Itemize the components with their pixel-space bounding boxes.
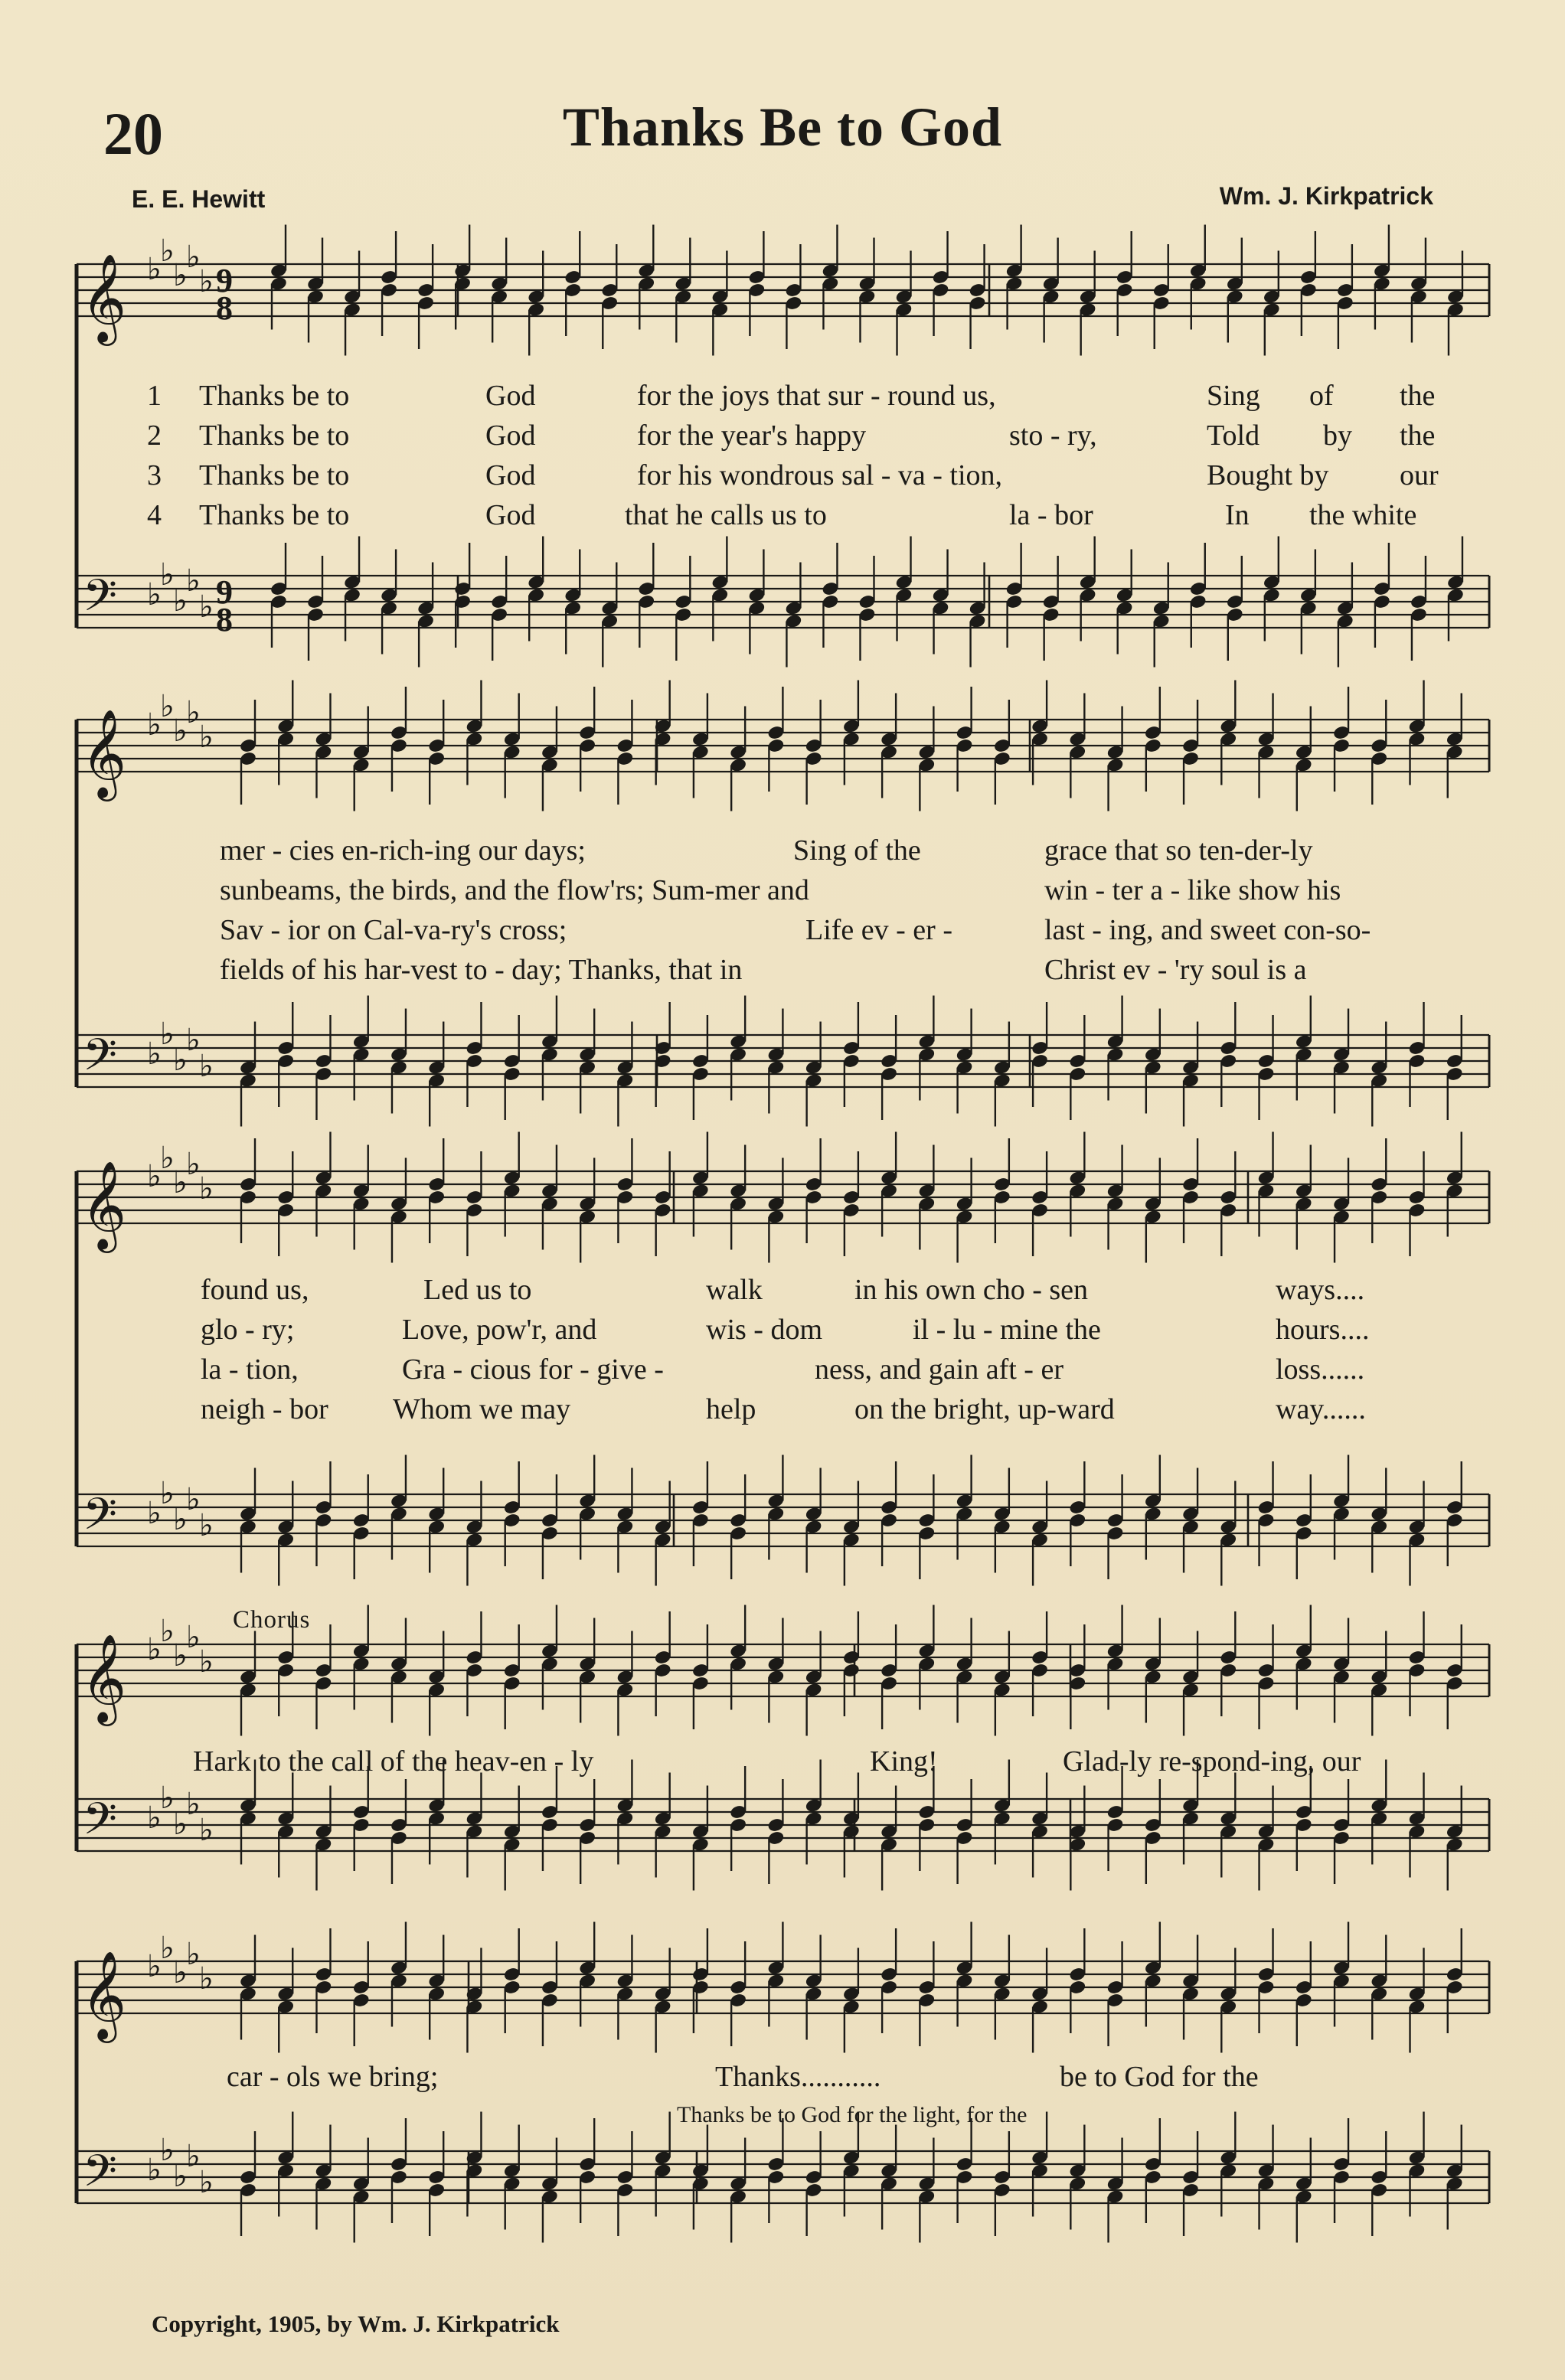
verse-number-3: 3 bbox=[147, 459, 162, 491]
lyric-s3-v4-b: Whom we may bbox=[393, 1393, 571, 1425]
lyric-s2-v1-a: mer - cies en-rich-ing our days; bbox=[220, 834, 586, 867]
verse-number-1: 1 bbox=[147, 380, 162, 412]
key-signature-flat: ♭ bbox=[147, 1949, 162, 1984]
lyric-s3-v1-d: in his own cho - sen bbox=[854, 1274, 1089, 1306]
key-signature-flat: ♭ bbox=[160, 1141, 175, 1176]
treble-clef: 𝄞 bbox=[81, 708, 127, 798]
key-signature-flat: ♭ bbox=[199, 1508, 214, 1543]
key-signature-flat: ♭ bbox=[147, 1801, 162, 1836]
lyric-chorus-bass: Thanks be to God for the light, for the bbox=[677, 2102, 1028, 2127]
lyric-s2-v3-b: Life ev - er - bbox=[805, 914, 952, 946]
key-signature-flat: ♭ bbox=[173, 1955, 188, 1990]
key-signature-flat: ♭ bbox=[160, 1476, 175, 1511]
treble-clef: 𝄞 bbox=[81, 1160, 127, 1249]
key-signature-flat: ♭ bbox=[186, 1620, 201, 1655]
key-signature-flat: ♭ bbox=[147, 2153, 162, 2188]
key-signature-flat: ♭ bbox=[199, 1171, 214, 1206]
lyric-chorus-a: Hark to the call of the heav-en - ly bbox=[193, 1745, 594, 1778]
lyric-s2-v4-a: fields of his har-vest to - day; Thanks, that in bbox=[220, 954, 743, 986]
verse-number-4: 4 bbox=[147, 499, 162, 531]
key-signature-flat: ♭ bbox=[186, 1787, 201, 1822]
key-signature-flat: ♭ bbox=[199, 1049, 214, 1084]
lyric-s1-v4-c: that he calls us to bbox=[625, 499, 827, 531]
lyric-s1-v1-f: the bbox=[1400, 380, 1436, 412]
lyricist-credit: E. E. Hewitt bbox=[132, 185, 266, 213]
key-signature-flat: ♭ bbox=[173, 2159, 188, 2194]
key-signature-flat: ♭ bbox=[173, 1043, 188, 1078]
lyric-s1-v4-d: la - bor bbox=[1009, 499, 1093, 531]
key-signature-flat: ♭ bbox=[199, 720, 214, 755]
lyric-s3-v3-d: loss...... bbox=[1276, 1353, 1365, 1386]
key-signature-flat: ♭ bbox=[199, 1644, 214, 1680]
key-signature-flat: ♭ bbox=[199, 264, 214, 299]
lyric-chorus-f: be to God for the bbox=[1060, 2061, 1259, 2093]
lyric-s1-v3-e: our bbox=[1400, 459, 1439, 491]
lyric-s2-v1-b: Sing of the bbox=[793, 834, 921, 867]
key-signature-flat: ♭ bbox=[186, 695, 201, 730]
time-signature-bottom: 8 bbox=[216, 601, 233, 638]
lyric-chorus-c: Glad-ly re-spond-ing, our bbox=[1063, 1745, 1361, 1778]
lyric-s3-v1-c: walk bbox=[706, 1274, 763, 1306]
lyric-s1-v2-f: by bbox=[1323, 420, 1352, 452]
key-signature-flat: ♭ bbox=[160, 1614, 175, 1649]
key-signature-flat: ♭ bbox=[186, 2139, 201, 2174]
lyric-s1-v3-d: Bought by bbox=[1207, 459, 1329, 491]
key-signature-flat: ♭ bbox=[199, 1813, 214, 1848]
lyric-s3-v1-b: Led us to bbox=[423, 1274, 532, 1306]
key-signature-flat: ♭ bbox=[199, 1961, 214, 1996]
lyric-s1-v1-a: Thanks be to bbox=[199, 380, 350, 412]
lyric-chorus-b: King! bbox=[870, 1745, 938, 1778]
key-signature-flat: ♭ bbox=[160, 557, 175, 593]
lyric-s1-v2-e: Told bbox=[1207, 420, 1260, 452]
lyric-s2-v3-a: Sav - ior on Cal-va-ry's cross; bbox=[220, 914, 567, 946]
lyric-s1-v3-c: for his wondrous sal - va - tion, bbox=[637, 459, 1003, 491]
lyric-s1-v1-d: Sing bbox=[1207, 380, 1260, 412]
key-signature-flat: ♭ bbox=[147, 1632, 162, 1667]
key-signature-flat: ♭ bbox=[199, 2165, 214, 2200]
lyric-s3-v2-b: Love, pow'r, and bbox=[402, 1314, 597, 1346]
key-signature-flat: ♭ bbox=[147, 1496, 162, 1531]
lyric-s3-v4-a: neigh - bor bbox=[201, 1393, 328, 1425]
bass-clef: 𝄢 bbox=[83, 1793, 118, 1856]
key-signature-flat: ♭ bbox=[160, 689, 175, 724]
time-signature-top: 9 bbox=[216, 262, 233, 299]
treble-clef: 𝄞 bbox=[81, 1950, 127, 2039]
lyric-s3-v2-a: glo - ry; bbox=[201, 1314, 295, 1346]
lyric-s2-v1-c: grace that so ten-der-ly bbox=[1044, 834, 1313, 867]
lyric-chorus-d: car - ols we bring; bbox=[227, 2061, 439, 2093]
bass-clef: 𝄢 bbox=[83, 570, 118, 632]
key-signature-flat: ♭ bbox=[160, 2133, 175, 2168]
lyric-s1-v2-c: for the year's happy bbox=[637, 420, 867, 452]
key-signature-flat: ♭ bbox=[186, 1023, 201, 1058]
lyric-s1-v1-c: for the joys that sur - round us, bbox=[637, 380, 996, 412]
key-signature-flat: ♭ bbox=[173, 1807, 188, 1842]
lyric-s3-v1-e: ways.... bbox=[1276, 1274, 1365, 1306]
key-signature-flat: ♭ bbox=[160, 1781, 175, 1816]
lyric-s2-v2-b: win - ter a - like show his bbox=[1044, 874, 1341, 906]
key-signature-flat: ♭ bbox=[147, 577, 162, 612]
lyric-s1-v2-b: God bbox=[485, 420, 536, 452]
lyric-s1-v3-a: Thanks be to bbox=[199, 459, 350, 491]
key-signature-flat: ♭ bbox=[173, 713, 188, 749]
treble-clef: 𝄞 bbox=[81, 1633, 127, 1722]
lyric-s1-v4-f: the white bbox=[1309, 499, 1417, 531]
key-signature-flat: ♭ bbox=[173, 1638, 188, 1673]
key-signature-flat: ♭ bbox=[160, 1017, 175, 1052]
lyric-s3-v1-a: found us, bbox=[201, 1274, 309, 1306]
lyric-s3-v3-b: Gra - cious for - give - bbox=[402, 1353, 664, 1386]
composer-credit: Wm. J. Kirkpatrick bbox=[1219, 182, 1433, 210]
key-signature-flat: ♭ bbox=[147, 252, 162, 287]
lyric-s3-v2-c: wis - dom bbox=[706, 1314, 822, 1346]
key-signature-flat: ♭ bbox=[160, 1931, 175, 1966]
lyric-s1-v2-d: sto - ry, bbox=[1009, 420, 1097, 452]
lyric-s1-v2-g: the bbox=[1400, 420, 1436, 452]
lyric-s1-v1-b: God bbox=[485, 380, 536, 412]
treble-clef: 𝄞 bbox=[81, 253, 127, 342]
lyric-s1-v2-a: Thanks be to bbox=[199, 420, 350, 452]
lyric-chorus-e: Thanks........... bbox=[715, 2061, 881, 2093]
key-signature-flat: ♭ bbox=[186, 1482, 201, 1517]
time-signature-top: 9 bbox=[216, 573, 233, 611]
key-signature-flat: ♭ bbox=[173, 258, 188, 293]
bass-clef: 𝄢 bbox=[83, 1029, 118, 1092]
lyric-s3-v4-e: way...... bbox=[1276, 1393, 1366, 1425]
key-signature-flat: ♭ bbox=[173, 1502, 188, 1537]
key-signature-flat: ♭ bbox=[160, 233, 175, 269]
lyric-s3-v4-d: on the bright, up-ward bbox=[854, 1393, 1115, 1425]
verse-number-2: 2 bbox=[147, 420, 162, 452]
lyric-s3-v2-d: il - lu - mine the bbox=[913, 1314, 1101, 1346]
hymn-number: 20 bbox=[103, 100, 163, 167]
key-signature-flat: ♭ bbox=[186, 240, 201, 275]
key-signature-flat: ♭ bbox=[173, 583, 188, 619]
key-signature-flat: ♭ bbox=[186, 1147, 201, 1182]
lyric-s3-v3-c: ness, and gain aft - er bbox=[815, 1353, 1063, 1386]
lyric-s1-v1-e: of bbox=[1309, 380, 1334, 412]
lyric-s2-v3-c: last - ing, and sweet con-so- bbox=[1044, 914, 1371, 946]
lyric-s1-v4-b: God bbox=[485, 499, 536, 531]
lyric-s3-v3-a: la - tion, bbox=[201, 1353, 299, 1386]
key-signature-flat: ♭ bbox=[186, 1937, 201, 1972]
bass-clef: 𝄢 bbox=[83, 2145, 118, 2208]
lyric-s1-v3-b: God bbox=[485, 459, 536, 491]
key-signature-flat: ♭ bbox=[199, 589, 214, 625]
hymn-title: Thanks Be to God bbox=[562, 96, 1003, 158]
lyric-s2-v4-b: Christ ev - 'ry soul is a bbox=[1044, 954, 1307, 986]
key-signature-flat: ♭ bbox=[186, 563, 201, 599]
chorus-label: Chorus bbox=[233, 1606, 311, 1634]
lyric-s3-v2-e: hours.... bbox=[1276, 1314, 1370, 1346]
lyric-s1-v4-e: In bbox=[1225, 499, 1250, 531]
key-signature-flat: ♭ bbox=[147, 707, 162, 743]
key-signature-flat: ♭ bbox=[147, 1159, 162, 1194]
lyric-s3-v4-c: help bbox=[706, 1393, 756, 1425]
lyric-s1-v4-a: Thanks be to bbox=[199, 499, 350, 531]
bass-clef: 𝄢 bbox=[83, 1488, 118, 1551]
time-signature-bottom: 8 bbox=[216, 289, 233, 327]
copyright-notice: Copyright, 1905, by Wm. J. Kirkpatrick bbox=[152, 2310, 560, 2337]
key-signature-flat: ♭ bbox=[173, 1165, 188, 1200]
lyric-s2-v2-a: sunbeams, the birds, and the flow'rs; Sum-mer and bbox=[220, 874, 809, 906]
key-signature-flat: ♭ bbox=[147, 1037, 162, 1072]
